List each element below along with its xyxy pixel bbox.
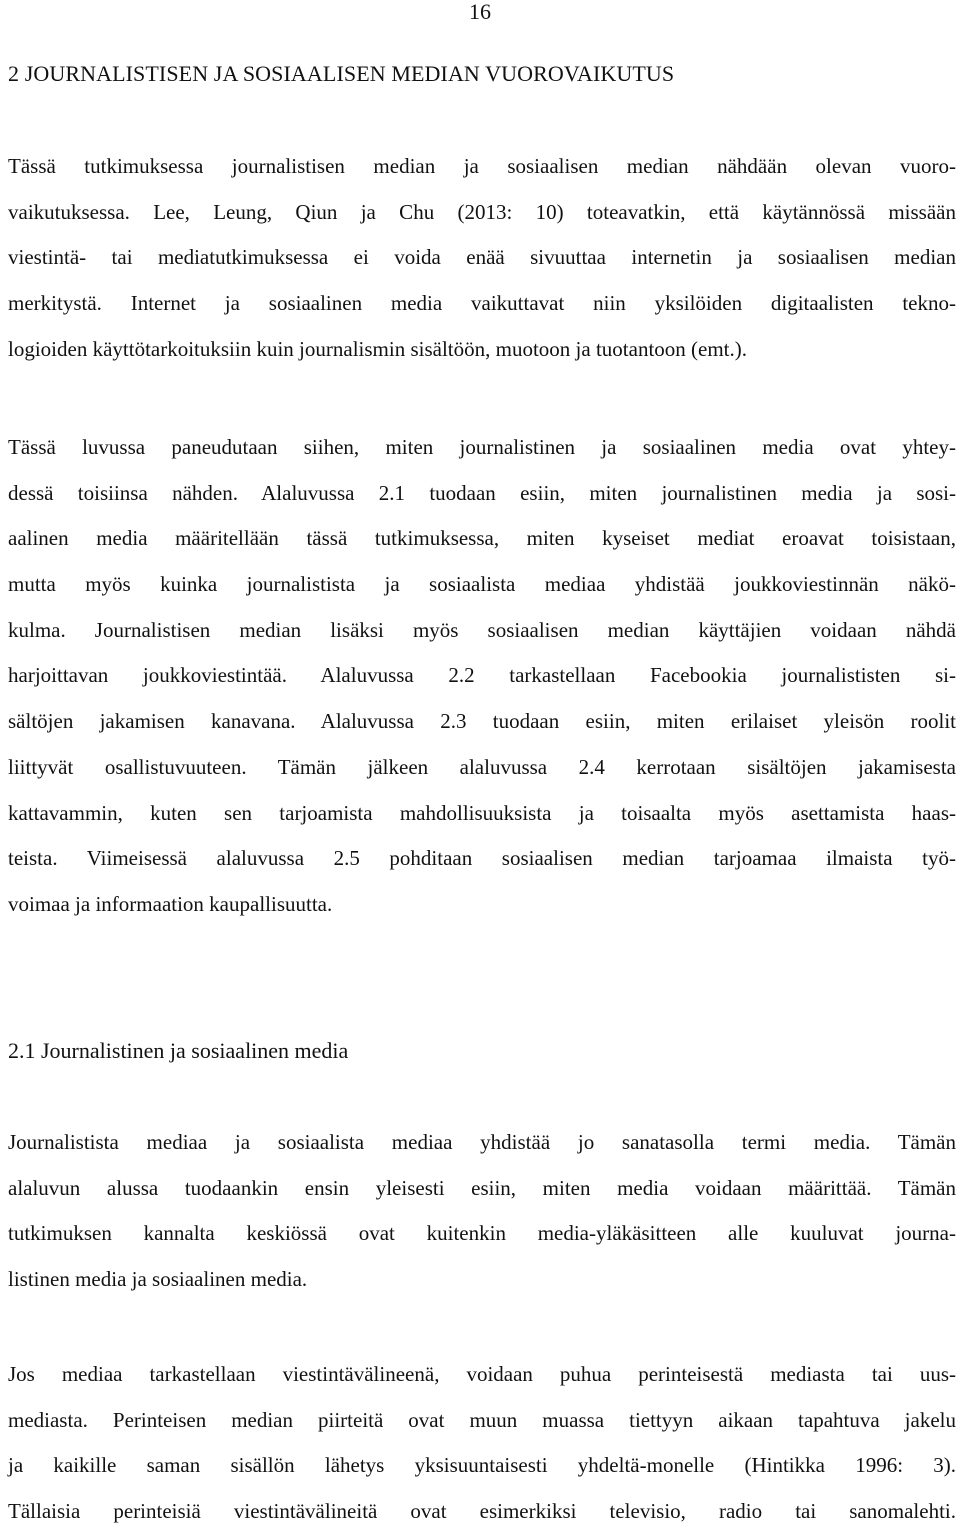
text-line: kattavammin, kuten sen tarjoamista mahdollisuuksista ja toisaalta myös asettamista haas- [8, 800, 956, 825]
text-line: Tässä luvussa paneudutaan siihen, miten journalistinen ja sosiaalinen media ovat yhtey- [8, 435, 956, 459]
text-line: Tässä tutkimuksessa journalistisen median ja sosiaalisen median nähdään olevan vuoro- [8, 154, 956, 178]
text-line: logioiden käyttötarkoituksiin kuin journalismin sisältöön, muotoon ja tuotantoon (emt.). [8, 336, 748, 361]
text-line: mediasta. Perinteisen median piirteitä ovat muun muassa tiettyyn aikaan tapahtuva jakelu [8, 1407, 956, 1432]
paragraph [8, 1352, 956, 1535]
paragraph [8, 425, 956, 928]
text-line: liittyvät osallistuvuuteen. Tämän jälkeen alaluvussa 2.4 kerrotaan sisältöjen jakamisesta [8, 754, 956, 779]
text-line: vaikutuksessa. Lee, Leung, Qiun ja Chu (2013: 10) toteavatkin, että käytännössä missään [8, 199, 956, 224]
section-heading: 2.1 Journalistinen ja sosiaalinen media [8, 1038, 349, 1063]
text-line: Tällaisia perinteisiä viestintävälineitä ovat esimerkiksi televisio, radio tai sanomalehti. [8, 1499, 956, 1524]
text-line: Journalistista mediaa ja sosiaalista mediaa yhdistää jo sanatasolla termi media. Tämän [8, 1130, 956, 1154]
paragraph [8, 1120, 956, 1303]
chapter-heading: 2 JOURNALISTISEN JA SOSIAALISEN MEDIAN VUOROVAIKUTUS [8, 61, 675, 86]
text-line: teista. Viimeisessä alaluvussa 2.5 pohditaan sosiaalisen median tarjoamaa ilmaista työ- [8, 846, 956, 871]
text-line: merkitystä. Internet ja sosiaalinen media vaikuttavat niin yksilöiden digitaalisten tekno- [8, 291, 956, 316]
text-line: mutta myös kuinka journalistista ja sosiaalista mediaa yhdistää joukkoviestinnän näkö- [8, 572, 956, 597]
text-line: listinen media ja sosiaalinen media. [8, 1267, 308, 1292]
text-line: voimaa ja informaation kaupallisuutta. [8, 891, 333, 916]
text-line: aalinen media määritellään tässä tutkimuksessa, miten kyseiset mediat eroavat toisistaan, [8, 526, 956, 551]
text-line: alaluvun alussa tuodaankin ensin yleisesti esiin, miten media voidaan määrittää. Tämän [8, 1175, 956, 1200]
text-line: dessä toisiinsa nähden. Alaluvussa 2.1 tuodaan esiin, miten journalistinen media ja sosi- [8, 480, 956, 505]
paragraph [8, 144, 956, 372]
text-line: viestintä- tai mediatutkimuksessa ei voida enää sivuuttaa internetin ja sosiaalisen median [8, 245, 956, 270]
text-line: Jos mediaa tarkastellaan viestintävälineenä, voidaan puhua perinteisestä mediasta tai uus- [8, 1362, 956, 1386]
page-number: 16 [469, 0, 491, 24]
text-line: ja kaikille saman sisällön lähetys yksisuuntaisesti yhdeltä-monelle (Hintikka 1996: 3). [8, 1453, 956, 1478]
text-line: tutkimuksen kannalta keskiössä ovat kuitenkin media-yläkäsitteen alle kuuluvat journa- [8, 1221, 956, 1246]
text-line: kulma. Journalistisen median lisäksi myös sosiaalisen median käyttäjien voidaan nähdä [8, 617, 956, 642]
text-line: sältöjen jakamisen kanavana. Alaluvussa 2.3 tuodaan esiin, miten erilaiset yleisön roolit [8, 709, 956, 734]
text-line: harjoittavan joukkoviestintää. Alaluvussa 2.2 tarkastellaan Facebookia journalististen si- [8, 663, 956, 688]
